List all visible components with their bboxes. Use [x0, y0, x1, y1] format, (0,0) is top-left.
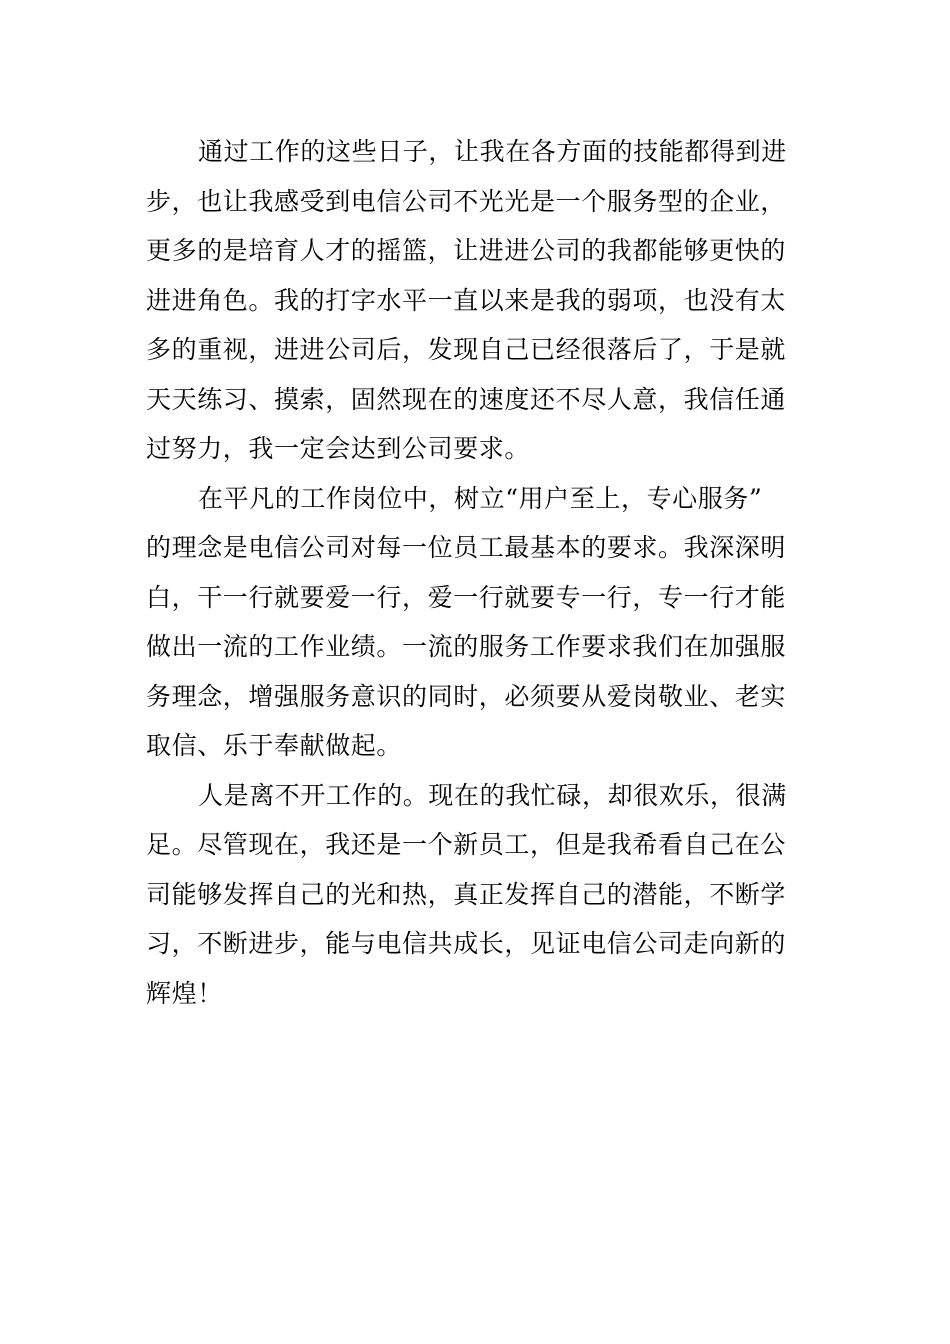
text-line: 人是离不开工作的。现在的我忙碌，却很欢乐，很满	[198, 780, 787, 810]
paragraph-3	[146, 771, 808, 1019]
paragraph-2	[146, 474, 808, 771]
text-line: 天天练习、摸索，固然现在的速度还不尽人意，我信任通	[146, 384, 787, 414]
text-line: 白，干一行就要爱一行，爱一行就要专一行，专一行才能	[146, 582, 787, 612]
paragraph-1	[146, 127, 808, 474]
text-line: 更多的是培育人才的摇篮，让进进公司的我都能够更快的	[146, 236, 787, 265]
text-line: 在平凡的工作岗位中，树立“用户至上，专心服务”	[198, 483, 763, 513]
text-line: 务理念，增强服务意识的同时，必须要从爱岗敬业、老实	[146, 681, 787, 711]
text-line: 做出一流的工作业绩。一流的服务工作要求我们在加强服	[146, 632, 787, 661]
text-line: 足。尽管现在，我还是一个新员工，但是我希看自己在公	[146, 830, 787, 859]
text-line: 辉煌！	[146, 978, 223, 1008]
text-line: 司能够发挥自己的光和热，真正发挥自己的潜能，不断学	[146, 879, 787, 909]
text-line: 步，也让我感受到电信公司不光光是一个服务型的企业，	[146, 186, 787, 216]
text-line: 的理念是电信公司对每一位员工最基本的要求。我深深明	[146, 533, 787, 562]
text-line: 进进角色。我的打字水平一直以来是我的弱项，也没有太	[146, 285, 787, 315]
text-line: 过努力，我一定会达到公司要求。	[146, 434, 531, 463]
text-line: 通过工作的这些日子，让我在各方面的技能都得到进	[198, 137, 787, 166]
text-line: 取信、乐于奉献做起。	[146, 731, 403, 760]
text-line: 多的重视，进进公司后，发现自己已经很落后了，于是就	[146, 335, 787, 364]
text-line: 习，不断进步，能与电信共成长，见证电信公司走向新的	[146, 929, 787, 958]
document-body	[146, 127, 808, 1018]
